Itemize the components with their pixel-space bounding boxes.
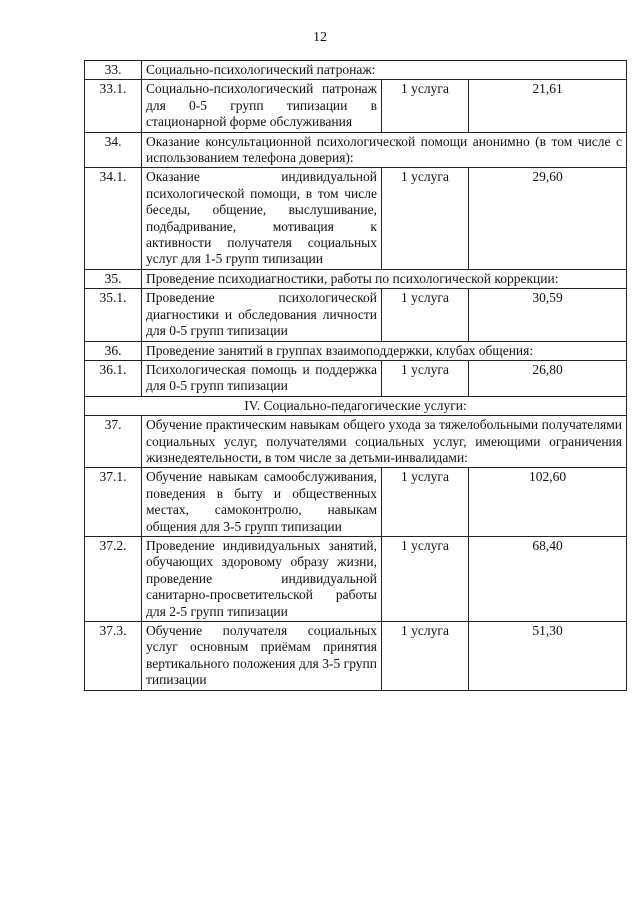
table-row-group: [85, 416, 627, 468]
service-name: Обучение получателя социальных услуг основным приёмам принятия вертикального положения для 3-5 групп типизации: [142, 622, 382, 691]
service-unit: 1 услуга: [382, 168, 469, 269]
page-number: 12: [313, 30, 327, 45]
service-price: 51,30: [469, 622, 627, 691]
service-unit: 1 услуга: [382, 468, 469, 537]
row-number: 35.1.: [85, 289, 142, 341]
group-title: Проведение занятий в группах взаимоподдержки, клубах общения:: [142, 341, 627, 360]
table-row: [85, 360, 627, 396]
service-unit: 1 услуга: [382, 536, 469, 621]
service-unit: 1 услуга: [382, 289, 469, 341]
service-unit: 1 услуга: [382, 622, 469, 691]
row-number: 37.1.: [85, 468, 142, 537]
row-number: 37.2.: [85, 536, 142, 621]
table-row-group: [85, 341, 627, 360]
service-name: Социально-психологический патронаж для 0-5 групп типизации в стационарной форме обслуживания: [142, 80, 382, 132]
table-row-group: [85, 132, 627, 168]
group-title: Проведение психодиагностики, работы по психологической коррекции:: [142, 269, 627, 288]
service-name: Проведение индивидуальных занятий, обучающих здоровому образу жизни, проведение индивидуальной санитарно-просветительской работы для 2-5 групп типизации: [142, 536, 382, 621]
service-price: 68,40: [469, 536, 627, 621]
table-row-group: [85, 61, 627, 80]
table-row-group: [85, 269, 627, 288]
row-number: 37.: [85, 416, 142, 468]
row-number: 37.3.: [85, 622, 142, 691]
row-number: 33.1.: [85, 80, 142, 132]
service-price: 102,60: [469, 468, 627, 537]
service-name: Проведение психологической диагностики и обследования личности для 0-5 групп типизации: [142, 289, 382, 341]
section-title: IV. Социально-педагогические услуги:: [85, 396, 627, 415]
row-number: 34.1.: [85, 168, 142, 269]
service-unit: 1 услуга: [382, 360, 469, 396]
table-row: [85, 536, 627, 621]
row-number: 36.: [85, 341, 142, 360]
service-price: 26,80: [469, 360, 627, 396]
row-number: 33.: [85, 61, 142, 80]
row-number: 34.: [85, 132, 142, 168]
group-title: Обучение практическим навыкам общего ухода за тяжелобольными получателями социальных услуг, получателями социальных услуг, имеющими ограничения жизнедеятельности, в том числе за детьми-инвалидами:: [142, 416, 627, 468]
service-price: 21,61: [469, 80, 627, 132]
table-row: [85, 289, 627, 341]
service-price: 30,59: [469, 289, 627, 341]
table-row: [85, 622, 627, 691]
services-table: [84, 60, 627, 691]
row-number: 36.1.: [85, 360, 142, 396]
table-row: [85, 468, 627, 537]
service-name: Обучение навыкам самообслуживания, поведения в быту и общественных местах, самоконтролю, навыкам общения для 3-5 групп типизации: [142, 468, 382, 537]
row-number: 35.: [85, 269, 142, 288]
table-row-section: [85, 396, 627, 415]
group-title: Социально-психологический патронаж:: [142, 61, 627, 80]
table-row: [85, 80, 627, 132]
group-title: Оказание консультационной психологической помощи анонимно (в том числе с использованием телефона доверия):: [142, 132, 627, 168]
service-price: 29,60: [469, 168, 627, 269]
table-row: [85, 168, 627, 269]
service-name: Оказание индивидуальной психологической помощи, в том числе беседы, общение, выслушивание, подбадривание, мотивация к активности получателя социальных услуг для 1-5 групп типизации: [142, 168, 382, 269]
service-unit: 1 услуга: [382, 80, 469, 132]
service-name: Психологическая помощь и поддержка для 0-5 групп типизации: [142, 360, 382, 396]
